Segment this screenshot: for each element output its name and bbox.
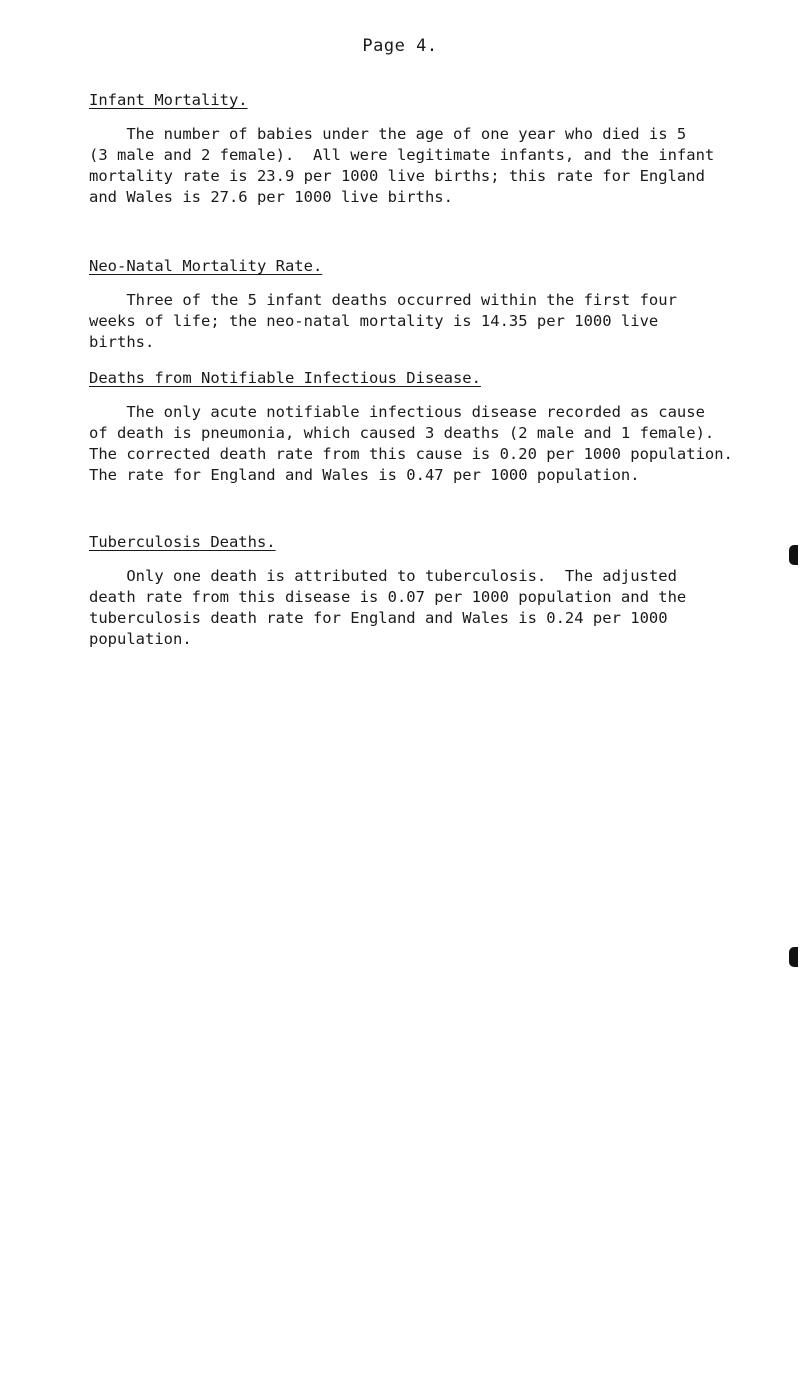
paragraph-line: weeks of life; the neo-natal mortality is 14.35 per 1000 live — [89, 312, 659, 330]
section-tuberculosis-deaths — [89, 533, 789, 650]
paragraph-line: The corrected death rate from this cause is 0.20 per 1000 population. — [89, 445, 733, 463]
paragraph-line: death rate from this disease is 0.07 per 1000 population and the — [89, 588, 687, 606]
paragraph-line: of death is pneumonia, which caused 3 deaths (2 male and 1 female). — [89, 424, 715, 442]
paragraph-line: The only acute notifiable infectious disease recorded as cause — [89, 403, 705, 421]
paragraph-line: (3 male and 2 female). All were legitimate infants, and the infant — [89, 146, 715, 164]
section-heading: Deaths from Notifiable Infectious Disease. — [89, 369, 481, 387]
binding-hole-mark — [789, 545, 798, 565]
binding-hole-mark — [789, 947, 798, 967]
paragraph-line: The number of babies under the age of one year who died is 5 — [89, 125, 687, 143]
paragraph-line: and Wales is 27.6 per 1000 live births. — [89, 188, 453, 206]
paragraph-line: births. — [89, 333, 155, 351]
paragraph-line: mortality rate is 23.9 per 1000 live births; this rate for England — [89, 167, 705, 185]
section-paragraph — [89, 402, 789, 486]
section-heading: Tuberculosis Deaths. — [89, 533, 276, 551]
paragraph-line: Only one death is attributed to tuberculosis. The adjusted — [89, 567, 677, 585]
section-neonatal-mortality — [89, 257, 789, 353]
section-paragraph — [89, 290, 789, 353]
section-notifiable-deaths — [89, 369, 789, 486]
paragraph-line: tuberculosis death rate for England and Wales is 0.24 per 1000 — [89, 609, 668, 627]
page-number: Page 4. — [362, 36, 438, 56]
paragraph-line: population. — [89, 630, 192, 648]
section-heading: Infant Mortality. — [89, 91, 248, 109]
section-infant-mortality — [89, 91, 789, 208]
section-heading: Neo-Natal Mortality Rate. — [89, 257, 323, 275]
paragraph-line: Three of the 5 infant deaths occurred within the first four — [89, 291, 677, 309]
paragraph-line: The rate for England and Wales is 0.47 per 1000 population. — [89, 466, 640, 484]
section-paragraph — [89, 124, 789, 208]
section-paragraph — [89, 566, 789, 650]
